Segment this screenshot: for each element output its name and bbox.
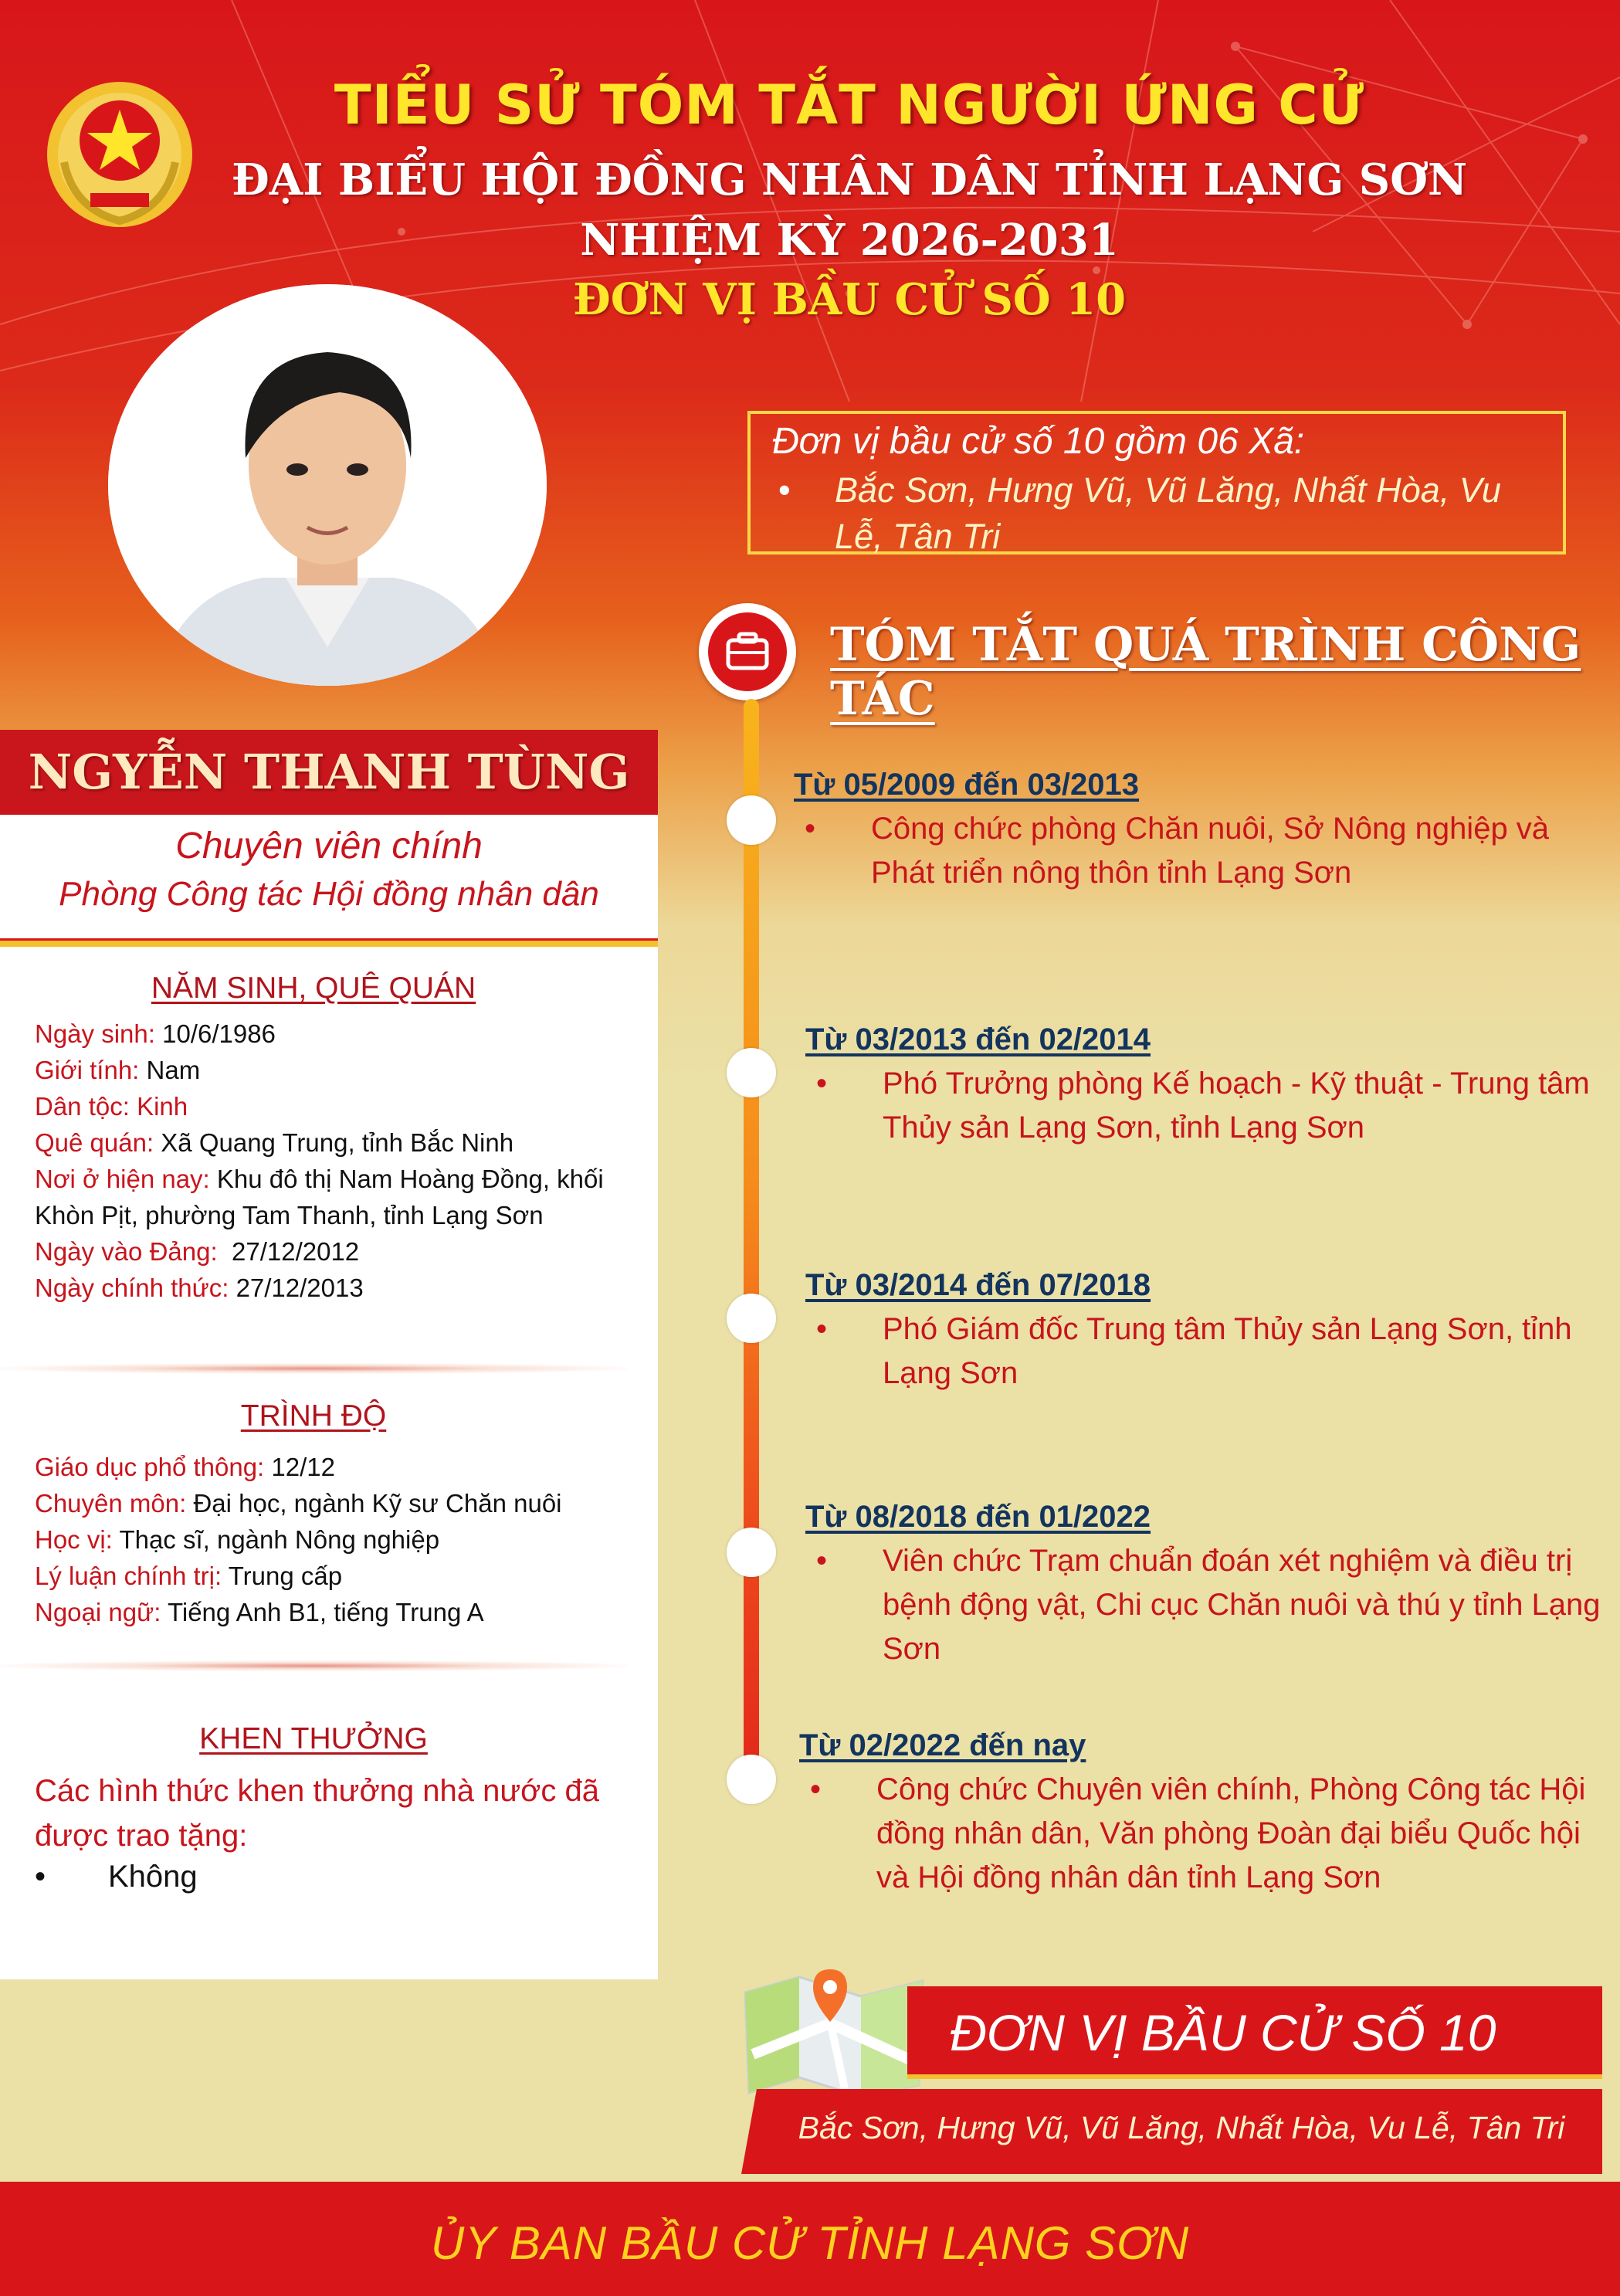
education-info [35, 1449, 622, 1630]
timeline-period: Từ 02/2022 đến nay [799, 1728, 1086, 1762]
dob-value: 10/6/1986 [162, 1019, 276, 1048]
hometown-value: Xã Quang Trung, tỉnh Bắc Ninh [161, 1128, 514, 1157]
candidate-department: Phòng Công tác Hội đồng nhân dân [59, 875, 599, 913]
bullet: • [778, 470, 791, 510]
major-label: Chuyên môn: [35, 1489, 187, 1518]
timeline-period: Từ 05/2009 đến 03/2013 [794, 768, 1140, 802]
timeline-entry [805, 1500, 1601, 1671]
bullet: • [810, 1772, 822, 1806]
timeline-description: Viên chức Trạm chuẩn đoán xét nghiệm và điều trị bệnh động vật, Chi cục Chăn nuôi và thú y tỉnh Lạng Sơn [883, 1544, 1601, 1666]
national-emblem-icon [42, 77, 197, 232]
bullet: • [816, 1544, 828, 1578]
official-date-value: 27/12/2013 [236, 1273, 364, 1302]
awards-item [35, 1860, 622, 1894]
timeline-dot [727, 795, 776, 845]
district-banner-title: ĐƠN VỊ BẦU CỬ SỐ 10 [907, 1986, 1602, 2079]
unit-box-list [772, 467, 1541, 560]
birth-info [35, 1016, 622, 1306]
unit-box-communes: Bắc Sơn, Hưng Vũ, Vũ Lăng, Nhất Hòa, Vu Lễ, Tân Tri [835, 470, 1501, 556]
unit-subtitle: ĐƠN VỊ BẦU CỬ SỐ 10 [572, 274, 1127, 325]
major-value: Đại học, ngành Kỹ sư Chăn nuôi [193, 1489, 562, 1518]
timeline-dot [727, 1528, 776, 1577]
awards-item-text: Không [108, 1860, 198, 1894]
awards-section-heading: KHEN THƯỞNG [199, 1722, 428, 1755]
timeline-period: Từ 03/2013 đến 02/2014 [805, 1023, 1151, 1056]
ethnic-label: Dân tộc: [35, 1092, 130, 1121]
ethnic-value: Kinh [137, 1092, 188, 1121]
residence-value: Khu đô thị Nam Hoàng Đồng, khối Khòn Pịt, phường Tam Thanh, tỉnh Lạng Sơn [35, 1165, 604, 1229]
position-band-accent [0, 941, 658, 947]
degree-label: Học vị: [35, 1525, 113, 1554]
unit-box-title: Đơn vị bầu cử số 10 gồm 06 Xã: [772, 421, 1305, 462]
political-label: Lý luận chính trị: [35, 1562, 222, 1590]
bullet: • [35, 1860, 46, 1894]
timeline-entry [799, 1728, 1595, 1900]
term-subtitle: NHIỆM KỲ 2026-2031 [580, 215, 1119, 266]
birth-section-heading: NĂM SINH, QUÊ QUÁN [151, 972, 476, 1005]
timeline-dot [727, 1048, 776, 1097]
awards-text: Các hình thức khen thưởng nhà nước đã được trao tặng: [35, 1774, 599, 1853]
council-subtitle: ĐẠI BIỂU HỘI ĐỒNG NHÂN DÂN TỈNH LẠNG SƠN [231, 154, 1468, 205]
language-value: Tiếng Anh B1, tiếng Trung A [167, 1598, 484, 1626]
bullet: • [816, 1312, 828, 1346]
hometown-label: Quê quán: [35, 1128, 154, 1157]
general-edu-label: Giáo dục phổ thông: [35, 1453, 265, 1481]
district-communes: Bắc Sơn, Hưng Vũ, Vũ Lăng, Nhất Hòa, Vu Lễ, Tân Tri [798, 2110, 1565, 2145]
education-section-heading: TRÌNH ĐỘ [240, 1399, 387, 1433]
section-divider [0, 1660, 627, 1671]
work-history-heading: TÓM TẮT QUÁ TRÌNH CÔNG TÁC [830, 618, 1581, 726]
official-date-label: Ngày chính thức: [35, 1273, 229, 1302]
timeline-description: Phó Giám đốc Trung tâm Thủy sản Lạng Sơn, tỉnh Lạng Sơn [883, 1312, 1572, 1390]
political-value: Trung cấp [228, 1562, 343, 1590]
timeline-description: Công chức phòng Chăn nuôi, Sở Nông nghiệp và Phát triển nông thôn tỉnh Lạng Sơn [871, 812, 1550, 890]
party-date-label: Ngày vào Đảng: [35, 1237, 218, 1266]
degree-value: Thạc sĩ, ngành Nông nghiệp [119, 1525, 440, 1554]
bullet: • [816, 1067, 828, 1101]
document-title: TIỂU SỬ TÓM TẮT NGƯỜI ỨNG CỬ [334, 73, 1365, 137]
timeline-dot [727, 1755, 776, 1804]
timeline-dot [727, 1294, 776, 1343]
timeline-entry [805, 1268, 1601, 1396]
timeline-line [744, 699, 759, 1803]
party-date-value: 27/12/2012 [231, 1237, 360, 1266]
candidate-photo [108, 284, 547, 686]
timeline-period: Từ 08/2018 đến 01/2022 [805, 1500, 1151, 1534]
gender-label: Giới tính: [35, 1056, 140, 1084]
timeline-entry [805, 1023, 1601, 1150]
section-divider [0, 1363, 627, 1374]
gender-value: Nam [146, 1056, 201, 1084]
timeline-period: Từ 03/2014 đến 07/2018 [805, 1268, 1151, 1302]
footer-text: ỦY BAN BẦU CỬ TỈNH LẠNG SƠN [430, 2217, 1190, 2269]
timeline-entry [794, 768, 1589, 895]
language-label: Ngoại ngữ: [35, 1598, 161, 1626]
residence-label: Nơi ở hiện nay: [35, 1165, 210, 1193]
briefcase-icon [699, 603, 796, 700]
candidate-title: Chuyên viên chính [175, 826, 483, 867]
unit-info-box [747, 411, 1566, 554]
candidate-name: NGYỄN THANH TÙNG [0, 730, 658, 815]
bullet: • [805, 812, 816, 846]
map-pin-icon [737, 1962, 930, 2101]
portrait-illustration [108, 284, 547, 686]
timeline-description: Công chức Chuyên viên chính, Phòng Công tác Hội đồng nhân dân, Văn phòng Đoàn đại biểu Quốc hội và Hội đồng nhân dân tỉnh Lạng Sơn [876, 1772, 1586, 1894]
timeline-description: Phó Trưởng phòng Kế hoạch - Kỹ thuật - Trung tâm Thủy sản Lạng Sơn, tỉnh Lạng Sơn [883, 1067, 1590, 1145]
dob-label: Ngày sinh: [35, 1019, 155, 1048]
general-edu-value: 12/12 [271, 1453, 335, 1481]
